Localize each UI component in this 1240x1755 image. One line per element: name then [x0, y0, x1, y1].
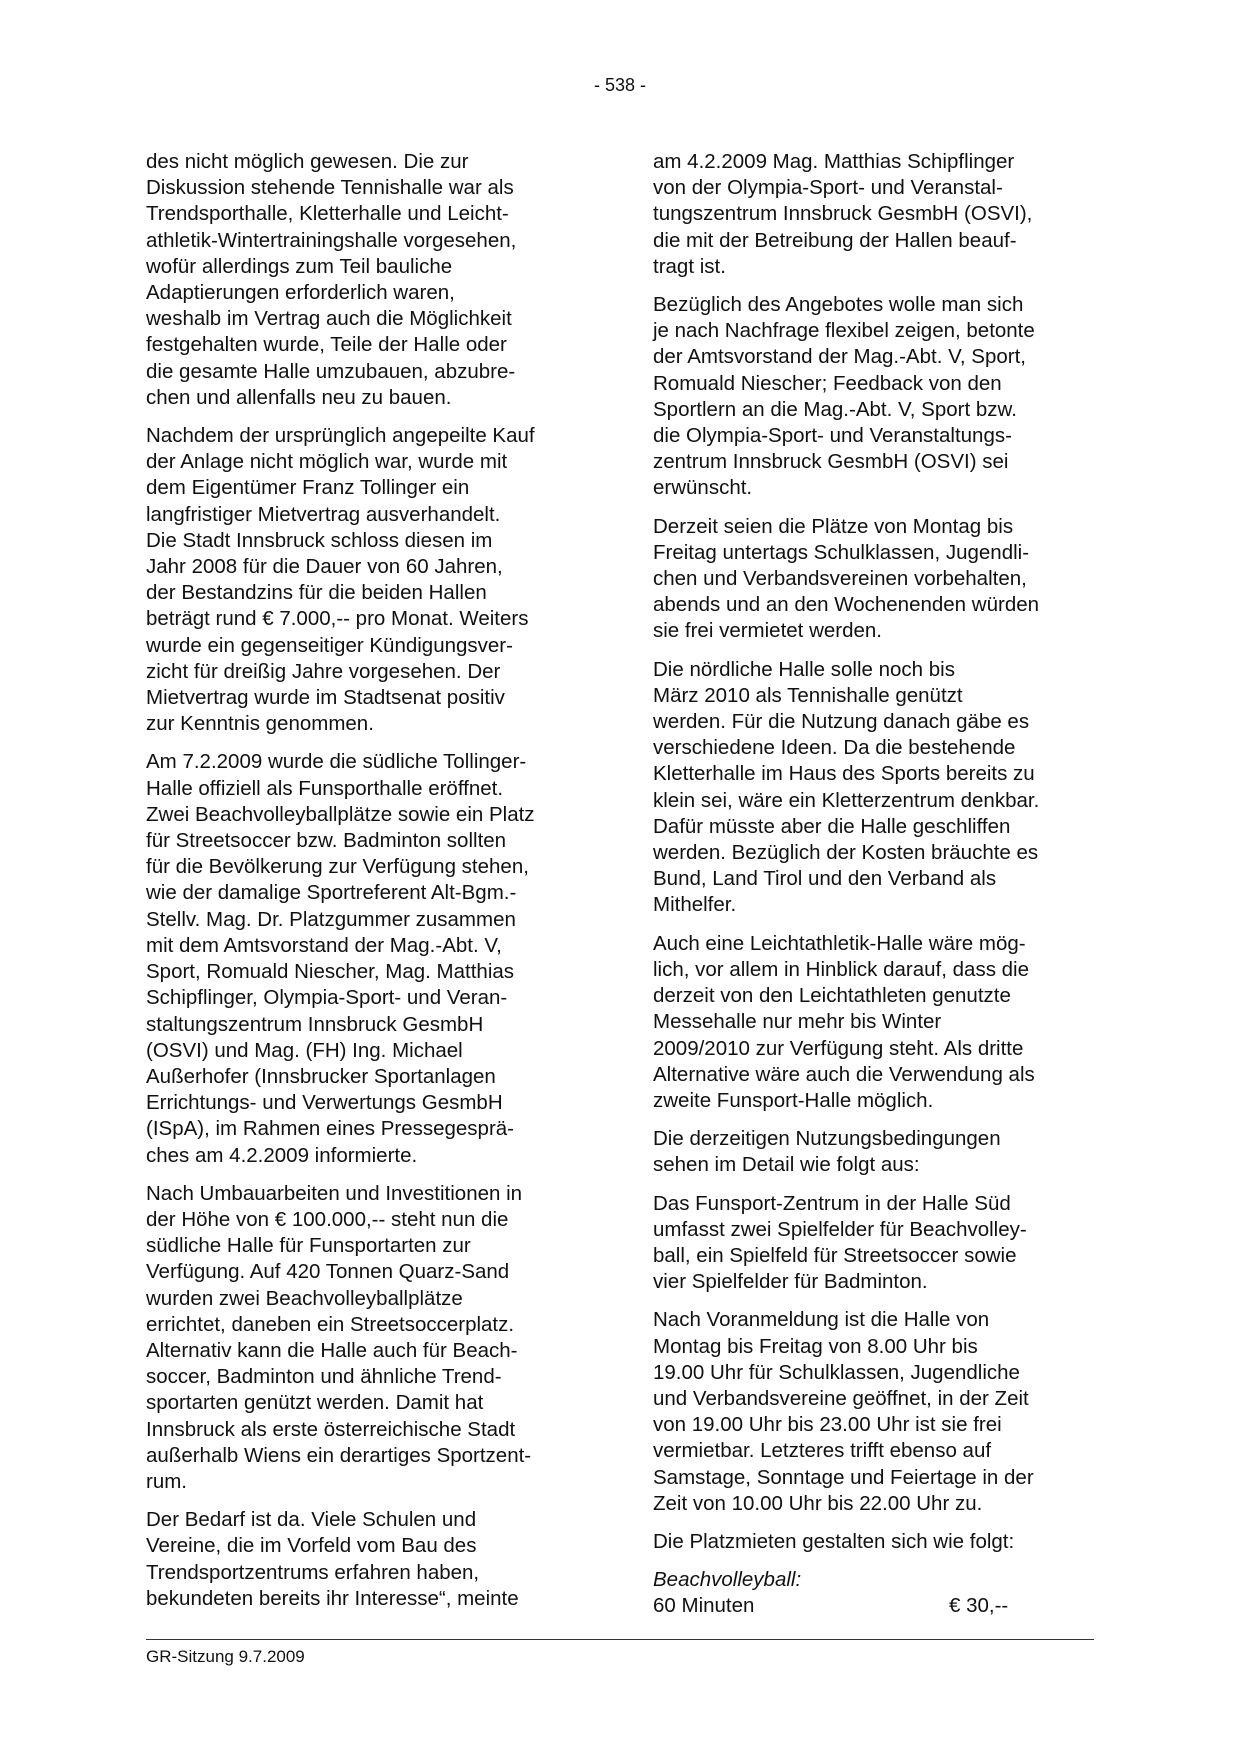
text-line: Schipflinger, Olympia-Sport- und Veran-	[146, 986, 508, 1010]
text-line: festgehalten wurde, Teile der Halle oder	[146, 333, 507, 357]
text-line: Sportlern an die Mag.-Abt. V, Sport bzw.	[653, 397, 1017, 421]
text-line: tragt ist.	[653, 254, 726, 278]
text-line: der Anlage nicht möglich war, wurde mit	[146, 450, 508, 474]
text-line: sie frei vermietet werden.	[653, 619, 883, 643]
text-line: von der Olympia-Sport- und Veranstal-	[653, 176, 1003, 200]
text-line: Der Bedarf ist da. Viele Schulen und	[146, 1508, 477, 1532]
text-line: rum.	[146, 1469, 187, 1493]
left-column-paragraph	[146, 749, 601, 1168]
text-line: 2009/2010 zur Verfügung steht. Als dritte	[653, 1036, 1024, 1060]
text-line: Bezüglich des Angebotes wolle man sich	[653, 293, 1024, 317]
text-line: Das Funsport-Zentrum in der Halle Süd	[653, 1191, 1011, 1215]
text-line: Stellv. Mag. Dr. Platzgummer zusammen	[146, 907, 516, 931]
text-line: 19.00 Uhr für Schulklassen, Jugendliche	[653, 1360, 1020, 1384]
text-line: soccer, Badminton und ähnliche Trend-	[146, 1365, 502, 1389]
text-line: Verfügung. Auf 420 Tonnen Quarz-Sand	[146, 1260, 510, 1284]
right-column-paragraph	[653, 657, 1108, 919]
text-line: lich, vor allem in Hinblick darauf, dass die	[653, 957, 1029, 981]
text-line: die Olympia-Sport- und Veranstaltungs-	[653, 424, 1012, 448]
text-line: wie der damalige Sportreferent Alt-Bgm.-	[146, 881, 517, 905]
text-line: abends und an den Wochenenden würden	[653, 593, 1040, 617]
right-column-paragraph	[653, 514, 1108, 645]
text-line: der Bestandzins für die beiden Hallen	[146, 581, 487, 605]
text-line: Halle offiziell als Funsporthalle eröffnet.	[146, 776, 504, 800]
text-line: Samstage, Sonntage und Feiertage in der	[653, 1465, 1034, 1489]
text-line: Freitag untertags Schulklassen, Jugendli-	[653, 540, 1030, 564]
text-line: sehen im Detail wie folgt aus:	[653, 1153, 920, 1177]
text-line: weshalb im Vertrag auch die Möglichkeit	[146, 307, 512, 331]
text-line: Messehalle nur mehr bis Winter	[653, 1010, 942, 1034]
text-line: Innsbruck als erste österreichische Stadt	[146, 1417, 516, 1441]
text-line: tungszentrum Innsbruck GesmbH (OSVI),	[653, 202, 1033, 226]
text-line: Die Platzmieten gestalten sich wie folgt:	[653, 1529, 1015, 1553]
text-line: wofür allerdings zum Teil bauliche	[146, 254, 453, 278]
text-line: Trendsporthalle, Kletterhalle und Leicht-	[146, 202, 509, 226]
text-line: Dafür müsste aber die Halle geschliffen	[653, 814, 1011, 838]
text-line: Vereine, die im Vorfeld vom Bau des	[146, 1534, 477, 1558]
text-line: außerhalb Wiens ein derartiges Sportzent-	[146, 1443, 532, 1467]
text-line: Alternative wäre auch die Verwendung als	[653, 1062, 1035, 1086]
text-line: zweite Funsport-Halle möglich.	[653, 1088, 934, 1112]
right-column-paragraph	[653, 149, 1108, 280]
right-column-paragraph	[653, 1191, 1108, 1296]
text-line: verschiedene Ideen. Da die bestehende	[653, 736, 1016, 760]
text-line: (ISpA), im Rahmen eines Pressegesprä-	[146, 1117, 515, 1141]
left-column-paragraph	[146, 1181, 601, 1495]
right-column-paragraph	[653, 1529, 1108, 1555]
right-column-paragraph	[653, 1126, 1108, 1178]
text-line: Derzeit seien die Plätze von Montag bis	[653, 514, 1014, 538]
text-line: Nach Voranmeldung ist die Halle von	[653, 1308, 990, 1332]
text-line: mit dem Amtsvorstand der Mag.-Abt. V,	[146, 933, 502, 957]
text-line: beträgt rund € 7.000,-- pro Monat. Weiters	[146, 607, 529, 631]
text-line: südliche Halle für Funsportarten zur	[146, 1234, 471, 1258]
left-column-paragraph	[146, 149, 601, 411]
price-duration: 60 Minuten	[653, 1594, 755, 1618]
text-line: für die Bevölkerung zur Verfügung stehen,	[146, 855, 529, 879]
text-line: Romuald Niescher; Feedback von den	[653, 371, 1002, 395]
text-line: Am 7.2.2009 wurde die südliche Tollinger-	[146, 750, 527, 774]
text-line: zicht für dreißig Jahre vorgesehen. Der	[146, 659, 501, 683]
text-line: der Höhe von € 100.000,-- steht nun die	[146, 1207, 509, 1231]
text-line: Trendsportzentrums erfahren haben,	[146, 1560, 480, 1584]
right-column-paragraph	[653, 1307, 1108, 1517]
text-line: (OSVI) und Mag. (FH) Ing. Michael	[146, 1038, 463, 1062]
text-line: Bund, Land Tirol und den Verband als	[653, 867, 997, 891]
text-line: Nach Umbauarbeiten und Investitionen in	[146, 1181, 523, 1205]
text-line: von 19.00 Uhr bis 23.00 Uhr ist sie frei	[653, 1413, 1002, 1437]
text-line: staltungszentrum Innsbruck GesmbH	[146, 1012, 484, 1036]
text-line: Mithelfer.	[653, 893, 737, 917]
price-list	[653, 1567, 1108, 1619]
page-number: - 538 -	[593, 75, 647, 95]
text-line: die gesamte Halle umzubauen, abzubre-	[146, 359, 516, 383]
text-line: März 2010 als Tennishalle genützt	[653, 683, 963, 707]
text-line: Die Stadt Innsbruck schloss diesen im	[146, 528, 493, 552]
text-line: Adaptierungen erforderlich waren,	[146, 281, 455, 305]
text-line: Zwei Beachvolleyballplätze sowie ein Platz	[146, 802, 535, 826]
text-line: umfasst zwei Spielfelder für Beachvolley-	[653, 1217, 1027, 1241]
text-line: athletik-Wintertrainingshalle vorgesehen,	[146, 228, 517, 252]
price-amount: € 30,--	[949, 1594, 1009, 1618]
text-line: werden. Bezüglich der Kosten bräuchte es	[653, 841, 1039, 865]
text-line: zur Kenntnis genommen.	[146, 712, 374, 736]
text-line: derzeit von den Leichtathleten genutzte	[653, 984, 1011, 1008]
text-line: werden. Für die Nutzung danach gäbe es	[653, 710, 1030, 734]
text-line: und Verbandsvereine geöffnet, in der Zeit	[653, 1386, 1029, 1410]
text-line: Diskussion stehende Tennishalle war als	[146, 176, 514, 200]
text-line: ches am 4.2.2009 informierte.	[146, 1143, 418, 1167]
text-line: erwünscht.	[653, 476, 753, 500]
text-line: die mit der Betreibung der Hallen beauf-	[653, 228, 1017, 252]
text-line: Auch eine Leichtathletik-Halle wäre mög-	[653, 931, 1026, 955]
text-line: wurde ein gegenseitiger Kündigungsver-	[146, 633, 513, 657]
text-line: vier Spielfelder für Badminton.	[653, 1270, 928, 1294]
text-line: dem Eigentümer Franz Tollinger ein	[146, 476, 470, 500]
text-line: errichtet, daneben ein Streetsoccerplatz.	[146, 1312, 515, 1336]
text-line: Montag bis Freitag von 8.00 Uhr bis	[653, 1334, 978, 1358]
price-rows	[653, 1593, 1108, 1619]
text-line: Sport, Romuald Niescher, Mag. Matthias	[146, 960, 515, 984]
text-line: Mietvertrag wurde im Stadtsenat positiv	[146, 686, 505, 710]
text-line: sportarten genützt werden. Damit hat	[146, 1391, 484, 1415]
text-line: Nachdem der ursprünglich angepeilte Kauf	[146, 424, 535, 448]
text-line: Errichtungs- und Verwertungs GesmbH	[146, 1091, 503, 1115]
text-line: zentrum Innsbruck GesmbH (OSVI) sei	[653, 450, 1009, 474]
text-line: Jahr 2008 für die Dauer von 60 Jahren,	[146, 555, 503, 579]
text-line: Alternativ kann die Halle auch für Beach-	[146, 1338, 518, 1362]
text-line: Zeit von 10.00 Uhr bis 22.00 Uhr zu.	[653, 1491, 983, 1515]
right-column-paragraph	[653, 292, 1108, 502]
text-line: Die derzeitigen Nutzungsbedingungen	[653, 1127, 1001, 1151]
text-line: je nach Nachfrage flexibel zeigen, betonte	[653, 319, 1035, 343]
text-line: langfristiger Mietvertrag ausverhandelt.	[146, 502, 501, 526]
text-line: chen und Verbandsvereinen vorbehalten,	[653, 567, 1027, 591]
left-column	[146, 149, 601, 1624]
text-line: wurden zwei Beachvolleyballplätze	[146, 1286, 463, 1310]
text-line: Außerhofer (Innsbrucker Sportanlagen	[146, 1064, 496, 1088]
text-line: chen und allenfalls neu zu bauen.	[146, 385, 452, 409]
right-column-paragraphs	[653, 149, 1108, 1555]
price-list-heading: Beachvolleyball:	[653, 1568, 802, 1592]
text-line: bekundeten bereits ihr Interesse“, meinte	[146, 1586, 519, 1610]
text-line: vermietbar. Letzteres trifft ebenso auf	[653, 1439, 992, 1463]
text-line: für Streetsoccer bzw. Badminton sollten	[146, 829, 507, 853]
text-line: ball, ein Spielfeld für Streetsoccer sowie	[653, 1243, 1017, 1267]
price-row	[653, 1593, 1108, 1619]
text-line: Die nördliche Halle solle noch bis	[653, 657, 955, 681]
footer-session-label: GR-Sitzung 9.7.2009	[146, 1647, 305, 1666]
right-column-paragraph	[653, 931, 1108, 1114]
text-line: des nicht möglich gewesen. Die zur	[146, 150, 469, 173]
right-column	[653, 149, 1108, 1632]
left-column-paragraph	[146, 423, 601, 737]
text-line: Kletterhalle im Haus des Sports bereits zu	[653, 762, 1035, 786]
text-line: der Amtsvorstand der Mag.-Abt. V, Sport,	[653, 345, 1026, 369]
left-column-paragraph	[146, 1507, 601, 1612]
footer-divider	[146, 1639, 1094, 1640]
text-line: klein sei, wäre ein Kletterzentrum denkbar.	[653, 788, 1040, 812]
text-line: am 4.2.2009 Mag. Matthias Schipflinger	[653, 150, 1015, 173]
